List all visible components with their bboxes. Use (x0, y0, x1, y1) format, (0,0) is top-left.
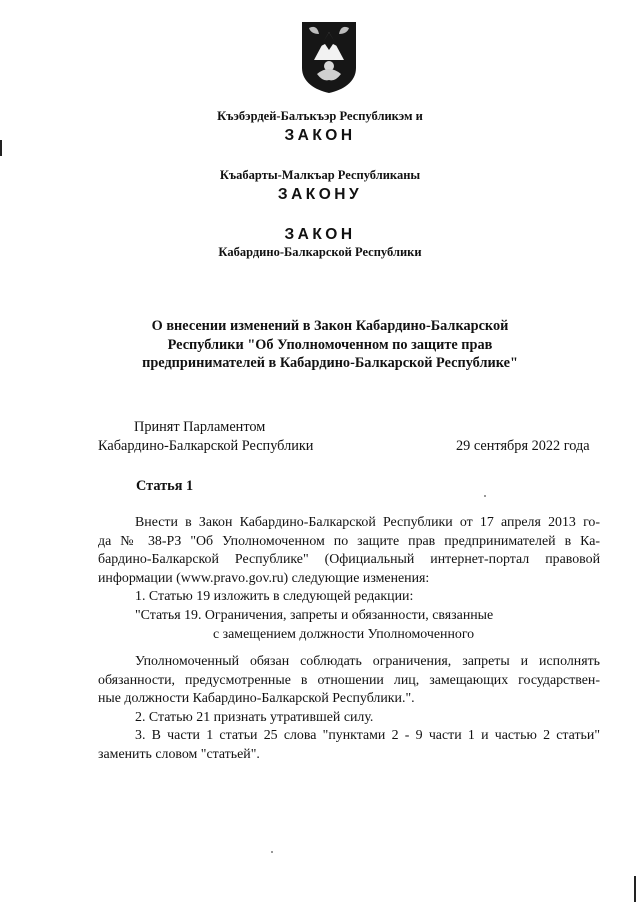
law-title-line: предпринимателей в Кабардино-Балкарской Республике" (142, 355, 518, 371)
quoted-article-body (98, 653, 600, 765)
quoted-article-heading: с замещением должности Уполномоченного (213, 626, 475, 642)
intro-line: информации (www.pravo.gov.ru) следующие изменения: (98, 570, 430, 586)
law-title-line: Республики "Об Уполномоченном по защите прав (167, 336, 493, 353)
header-kabardian-line: Къэбэрдей-Балъкъэр Республикэм и (217, 109, 423, 123)
header-kabardian-zakon: ЗАКОН (284, 127, 356, 144)
quoted-body-line: ные должности Кабардино-Балкарской Республики.". (98, 691, 415, 707)
law-title-line: О внесении изменений в Закон Кабардино-Балкарской (151, 318, 509, 334)
article-heading: Статья 1 (136, 478, 194, 494)
adopted-by-parliament: Принят Парламентом (134, 419, 266, 435)
header-russian-line: Кабардино-Балкарской Республики (218, 245, 422, 259)
intro-line: Внести в Закон Кабардино-Балкарской Республики от 17 апреля 2013 го- (135, 515, 600, 530)
scan-speck (271, 851, 273, 853)
adopted-by-republic: Кабардино-Балкарской Республики (98, 438, 314, 454)
article-body (98, 514, 600, 644)
quoted-body-line: Уполномоченный обязан соблюдать ограничения, запреты и исполнять (135, 654, 600, 669)
amendment-item-3-continued: заменить словом "статьей". (98, 746, 260, 762)
law-title (120, 317, 540, 373)
header-balkar-zakon: ЗАКОНУ (277, 186, 363, 203)
header-russian-zakon: ЗАКОН (284, 226, 356, 243)
amendment-item-3: 3. В части 1 статьи 25 слова "пунктами 2 - 9 части 1 и частью 2 статьи" (135, 728, 600, 744)
quoted-body-line: обязанности, предусмотренные в отношении лиц, замещающих государствен- (98, 672, 600, 688)
amendment-item-2: 2. Статью 21 признать утратившей силу. (135, 709, 374, 725)
scan-speck (484, 495, 486, 497)
adoption-date: 29 сентября 2022 года (456, 438, 590, 454)
amendment-item-1: 1. Статью 19 изложить в следующей редакции: (135, 589, 414, 605)
quoted-article-heading: "Статья 19. Ограничения, запреты и обязанности, связанные (135, 607, 494, 623)
header-balkar-line: Къабарты-Малкъар Республиканы (219, 168, 421, 182)
scan-edge-mark (0, 140, 2, 156)
coat-of-arms-emblem (299, 20, 359, 94)
intro-line: бардино-Балкарской Республике" (Официальный интернет-портал правовой (98, 552, 600, 568)
scan-edge-mark (634, 876, 636, 902)
intro-line: да № 38-РЗ "Об Уполномоченном по защите прав предпринимателей в Ка- (98, 533, 600, 549)
